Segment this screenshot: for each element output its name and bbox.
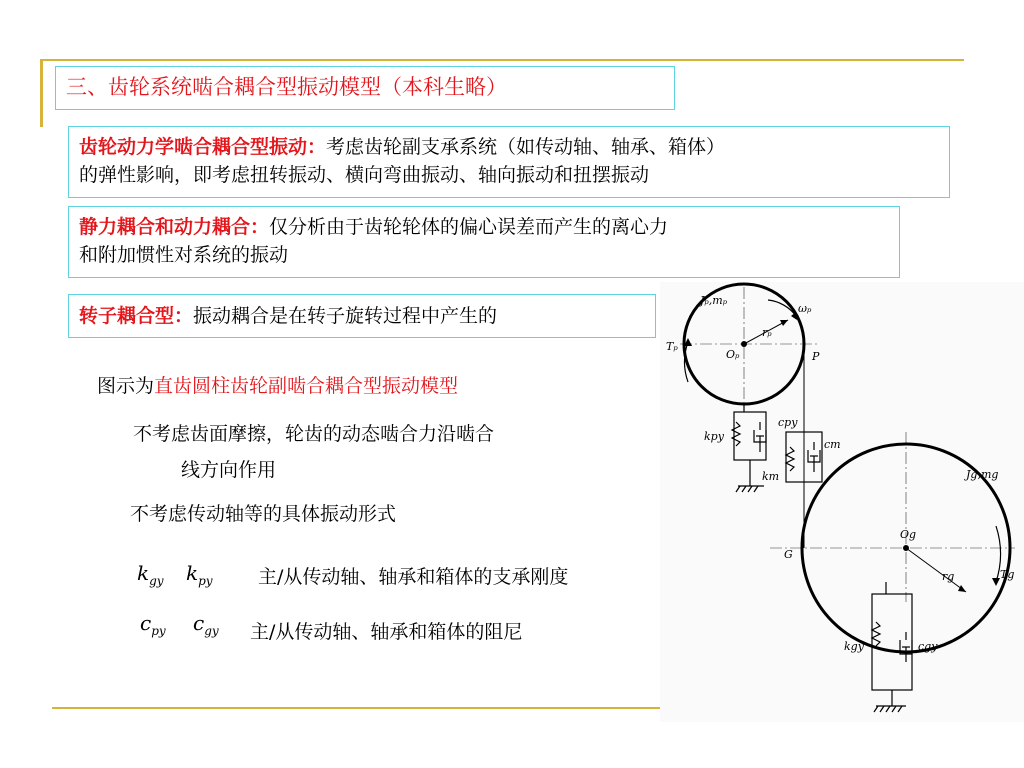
tg-label: Tg (1000, 568, 1015, 581)
static-dynamic-coupling-box (68, 206, 900, 278)
symbol-k-py: $k_{py}$ (186, 561, 213, 588)
cgy-label: cgy (918, 640, 938, 653)
meshing-coupling-line2: 的弹性影响，即考虑扭转振动、横向弯曲振动、轴向振动和扭摆振动 (79, 164, 650, 186)
rotor-coupling-text: 振动耦合是在转子旋转过程中产生的 (193, 305, 498, 327)
slide-title: 三、齿轮系统啮合耦合型振动模型（本科生略） (55, 66, 675, 110)
note-friction-line1: 不考虑齿面摩擦，轮齿的动态啮合力沿啮合 (133, 423, 495, 445)
gear-pair-vibration-diagram (660, 282, 1024, 722)
og-label: Og (900, 528, 917, 541)
jg-mg-label: Jg,mg (966, 468, 999, 481)
meshing-coupling-heading: 齿轮动力学啮合耦合型振动： (79, 136, 327, 158)
symbol-k-gy: $k_{gy}$ (137, 561, 164, 588)
static-dynamic-heading: 静力耦合和动力耦合： (79, 216, 270, 238)
rotor-coupling-box (68, 294, 656, 338)
tp-label: Tₚ (666, 340, 678, 353)
km-label: km (762, 470, 780, 483)
rg-label: rg (942, 570, 955, 583)
omega-p-label: ωₚ (798, 302, 812, 315)
cm-label: cm (824, 438, 841, 451)
p-label: P (812, 350, 820, 363)
symbol-c-py: $c_{py}$ (140, 611, 166, 638)
static-dynamic-line1: 仅分析由于齿轮轮体的偏心误差而产生的离心力 (269, 216, 669, 238)
caption-highlight: 直齿圆柱齿轮副啮合耦合型振动模型 (154, 375, 459, 397)
top-rule (40, 59, 964, 61)
kpy-label: kpy (704, 430, 724, 443)
kgy-label: kgy (844, 640, 864, 653)
figure-caption (97, 370, 458, 402)
damping-description: 主/从传动轴、轴承和箱体的阻尼 (250, 621, 523, 643)
left-rule (40, 59, 43, 127)
symbol-c-gy: $c_{gy}$ (193, 611, 219, 638)
op-label: Oₚ (726, 348, 740, 361)
meshing-coupling-line1: 考虑齿轮副支承系统（如传动轴、轴承、箱体） (326, 136, 726, 158)
caption-prefix: 图示为 (97, 375, 155, 397)
meshing-coupling-box (68, 126, 950, 198)
note-friction-line2: 线方向作用 (181, 459, 277, 481)
jp-mp-label: Jₚ,mₚ (700, 294, 728, 307)
note-shaft: 不考虑传动轴等的具体振动形式 (130, 503, 397, 525)
g-label: G (784, 548, 793, 561)
stiffness-description: 主/从传动轴、轴承和箱体的支承刚度 (258, 566, 569, 588)
static-dynamic-line2: 和附加惯性对系统的振动 (79, 244, 289, 266)
rotor-coupling-heading: 转子耦合型： (79, 305, 194, 327)
cpy-label: cpy (778, 416, 798, 429)
bottom-rule (52, 707, 664, 709)
rp-label: rₚ (762, 326, 772, 339)
